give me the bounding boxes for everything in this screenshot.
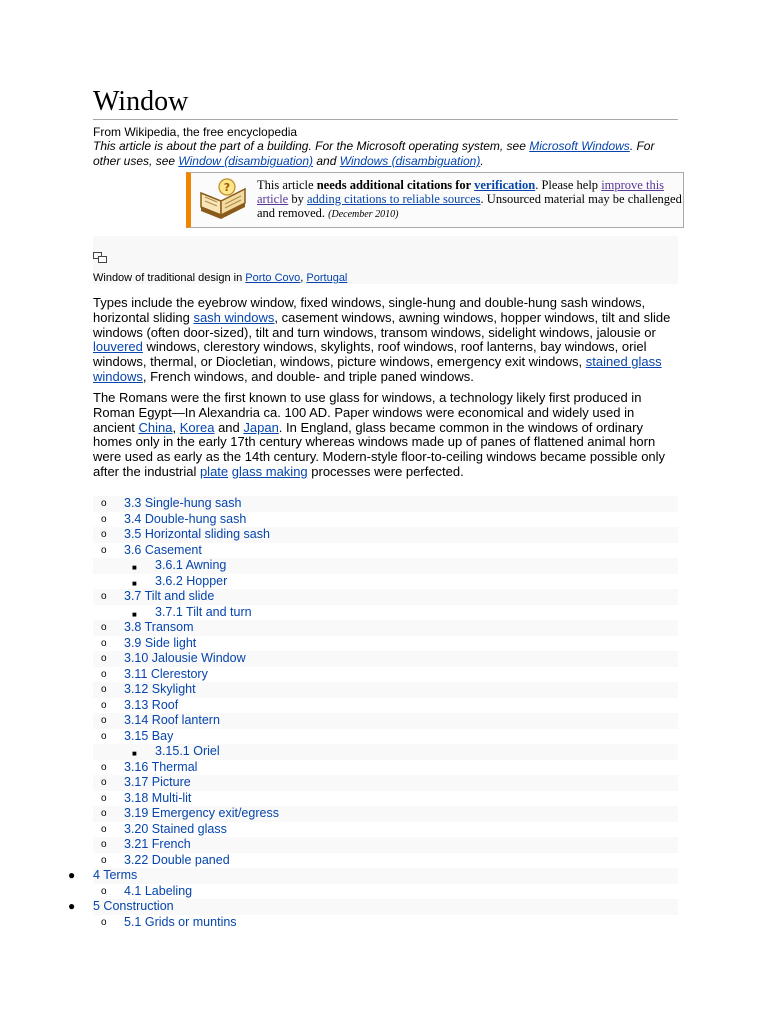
toc-bullet-icon: ■: [132, 578, 137, 588]
porto-covo-link[interactable]: Porto Covo: [245, 272, 301, 284]
sash-windows-link[interactable]: sash windows: [193, 309, 275, 325]
hatnote-text: . For other uses, see: [93, 139, 655, 168]
toc-item[interactable]: [93, 543, 678, 559]
toc-item[interactable]: [93, 527, 678, 543]
toc-link[interactable]: 3.8 Transom: [124, 620, 194, 634]
hatnote-link-windows-disambiguation[interactable]: Windows (disambiguation): [339, 154, 481, 168]
caption-text: ,: [300, 272, 307, 284]
toc-bullet-icon: ■: [132, 609, 137, 619]
toc-item[interactable]: [93, 574, 678, 590]
toc-link[interactable]: 3.15.1 Oriel: [155, 744, 220, 758]
page-title: Window: [93, 86, 678, 120]
toc-bullet-icon: o: [101, 513, 107, 525]
hatnote-text: and: [313, 154, 340, 168]
hatnote-text: This article is about the part of a building. For the Microsoft operating system, see: [93, 139, 530, 153]
toc-bullet-icon: o: [101, 637, 107, 649]
toc-bullet-icon: o: [101, 808, 107, 819]
toc-bullet-icon: o: [101, 622, 107, 633]
figure-caption: [93, 272, 347, 285]
notice-text: . Unsourced material may be challenged and removed.: [257, 192, 682, 220]
verification-link[interactable]: verification: [474, 178, 536, 192]
toc-link[interactable]: 3.13 Roof: [124, 697, 179, 712]
notice-bold-text: needs additional citations for: [316, 178, 475, 192]
toc-item[interactable]: [93, 729, 678, 745]
toc-bullet-icon: o: [101, 498, 107, 509]
toc-bullet-icon: o: [101, 699, 107, 711]
toc-link[interactable]: 3.12 Skylight: [124, 682, 196, 696]
portugal-link[interactable]: Portugal: [306, 272, 348, 284]
toc-link[interactable]: 3.15 Bay: [124, 728, 174, 743]
book-question-icon: [197, 177, 249, 223]
toc-item[interactable]: [93, 915, 678, 931]
toc-link[interactable]: 3.17 Picture: [124, 775, 191, 789]
china-link[interactable]: China: [138, 419, 173, 435]
toc-bullet-icon: o: [101, 854, 107, 866]
toc-item[interactable]: [68, 868, 678, 884]
toc-bullet-icon: o: [101, 684, 107, 695]
toc-item[interactable]: [93, 884, 678, 900]
toc-bullet-icon: o: [101, 916, 107, 928]
toc-item[interactable]: [93, 651, 678, 667]
tagline: From Wikipedia, the free encyclopedia: [93, 125, 298, 139]
notice-text: . Please help: [535, 178, 602, 192]
toc-item[interactable]: [93, 605, 678, 621]
toc-link[interactable]: 5 Construction: [93, 899, 174, 913]
toc-item[interactable]: [93, 837, 678, 853]
toc-link[interactable]: 3.18 Multi-lit: [124, 790, 192, 805]
paragraph-history: [93, 391, 678, 480]
paragraph-text: windows, clerestory windows, skylights, roof windows, roof lanterns, bay windows, oriel windows, thermal, or Diocletian, windows, picture windows, emergency exit windows,: [93, 339, 647, 370]
toc-item[interactable]: [93, 682, 678, 698]
adding-citations-link[interactable]: adding citations to reliable sources: [306, 192, 481, 206]
toc-bullet-icon: o: [101, 839, 107, 850]
improve-article-link[interactable]: improve this article: [257, 178, 665, 206]
toc-item[interactable]: [93, 760, 678, 776]
toc-item[interactable]: [68, 899, 678, 915]
toc-bullet-icon: o: [101, 777, 107, 788]
toc-item[interactable]: [93, 698, 678, 714]
toc-item[interactable]: [93, 496, 678, 512]
table-of-contents: [68, 496, 678, 930]
hatnote-link-window-disambiguation[interactable]: Window (disambiguation): [178, 154, 314, 168]
toc-bullet-icon: o: [101, 823, 107, 835]
toc-item[interactable]: [93, 636, 678, 652]
toc-link[interactable]: 3.14 Roof lantern: [124, 713, 220, 727]
paragraph-text: , casement windows, awning windows, hopper windows, tilt and slide windows (often door-sized), tilt and turn windows, transom windows, sidelight windows, jalousie or: [93, 309, 671, 340]
toc-item[interactable]: [93, 853, 678, 869]
toc-item[interactable]: [93, 589, 678, 605]
toc-bullet-icon: o: [101, 591, 107, 602]
korea-link[interactable]: Korea: [179, 419, 215, 435]
toc-bullet-icon: o: [101, 792, 107, 804]
notice-text: by: [288, 192, 307, 206]
citation-notice-text: [257, 178, 687, 222]
toc-bullet-icon: o: [101, 885, 107, 897]
toc-link[interactable]: 3.10 Jalousie Window: [124, 651, 246, 665]
toc-bullet-icon: o: [101, 730, 107, 742]
plate-link[interactable]: plate: [199, 463, 229, 479]
paragraph-text: The Romans were the first known to use glass for windows, a technology likely first produced in Roman Egypt—In Alexandria ca. 100 AD. Paper windows were economical and widely used in ancient: [93, 390, 642, 435]
paragraph-text: , French windows, and double- and triple paned windows.: [142, 368, 474, 384]
toc-bullet-icon: ●: [68, 868, 76, 882]
toc-link[interactable]: 3.6.1 Awning: [155, 558, 227, 572]
toc-link[interactable]: 3.5 Horizontal sliding sash: [124, 527, 270, 541]
toc-bullet-icon: o: [101, 715, 107, 726]
toc-link[interactable]: 3.22 Double paned: [124, 852, 230, 867]
paragraph-types: [93, 296, 678, 385]
toc-link[interactable]: 3.7 Tilt and slide: [124, 589, 215, 603]
toc-link[interactable]: 3.9 Side light: [124, 635, 197, 650]
toc-bullet-icon: o: [101, 653, 107, 664]
toc-item[interactable]: [93, 791, 678, 807]
toc-item[interactable]: [93, 558, 678, 574]
toc-link[interactable]: 3.19 Emergency exit/egress: [124, 806, 279, 820]
toc-bullet-icon: ■: [132, 749, 137, 758]
toc-item[interactable]: [93, 744, 678, 760]
article-header: [93, 86, 678, 169]
toc-link[interactable]: 3.6 Casement: [124, 542, 202, 557]
toc-item[interactable]: [93, 822, 678, 838]
toc-item[interactable]: [93, 512, 678, 528]
paragraph-text: ,: [172, 419, 180, 435]
toc-link[interactable]: 3.7.1 Tilt and turn: [155, 604, 252, 619]
notice-date: (December 2010): [328, 209, 399, 220]
toc-link[interactable]: 3.20 Stained glass: [124, 821, 227, 836]
toc-item[interactable]: [93, 775, 678, 791]
japan-link[interactable]: Japan: [243, 419, 279, 435]
paragraph-text: . In England, glass became common in the windows of ordinary homes only in the early 17th century whereas windows made up of panes of flattened animal horn were used as early as the 14th century. Modern-style floor-to-ceiling windows became possible only after the industrial: [93, 419, 666, 479]
toc-link[interactable]: 4.1 Labeling: [124, 883, 193, 898]
toc-bullet-icon: o: [101, 668, 107, 680]
notice-text: This article: [257, 178, 317, 192]
toc-bullet-icon: ●: [68, 899, 76, 913]
glass-making-link[interactable]: glass making: [231, 463, 308, 479]
paragraph-text: Types include the eyebrow window, fixed windows, single-hung and double-hung sash windows, horizontal sliding: [93, 295, 646, 325]
toc-link[interactable]: 3.6.2 Hopper: [155, 573, 228, 588]
hatnote-link-microsoft-windows[interactable]: Microsoft Windows: [529, 139, 630, 153]
toc-item[interactable]: [93, 667, 678, 683]
hatnote-text: .: [480, 154, 484, 168]
toc-bullet-icon: o: [101, 529, 107, 540]
citation-notice-box: [186, 172, 684, 228]
toc-link[interactable]: 3.16 Thermal: [124, 759, 198, 774]
broken-image-icon[interactable]: [93, 252, 107, 263]
hatnote: [93, 139, 678, 169]
svg-text:?: ?: [223, 181, 231, 194]
toc-item[interactable]: [93, 620, 678, 636]
paragraph-text: processes were perfected.: [307, 463, 464, 479]
toc-link[interactable]: 3.3 Single-hung sash: [124, 496, 242, 510]
toc-bullet-icon: o: [101, 544, 107, 556]
paragraph-text: and: [214, 419, 244, 435]
stained-glass-windows-link[interactable]: stained glass windows: [93, 354, 662, 384]
louvered-link[interactable]: louvered: [93, 339, 143, 355]
caption-text: Window of traditional design in: [93, 272, 246, 284]
toc-item[interactable]: [93, 713, 678, 729]
toc-item[interactable]: [93, 806, 678, 822]
toc-link[interactable]: 3.11 Clerestory: [124, 666, 208, 681]
toc-link[interactable]: 3.21 French: [124, 837, 191, 851]
toc-bullet-icon: o: [101, 761, 107, 773]
toc-link[interactable]: 5.1 Grids or muntins: [124, 914, 237, 929]
toc-bullet-icon: ■: [132, 563, 137, 572]
toc-link[interactable]: 4 Terms: [93, 868, 138, 882]
toc-link[interactable]: 3.4 Double-hung sash: [124, 511, 247, 526]
